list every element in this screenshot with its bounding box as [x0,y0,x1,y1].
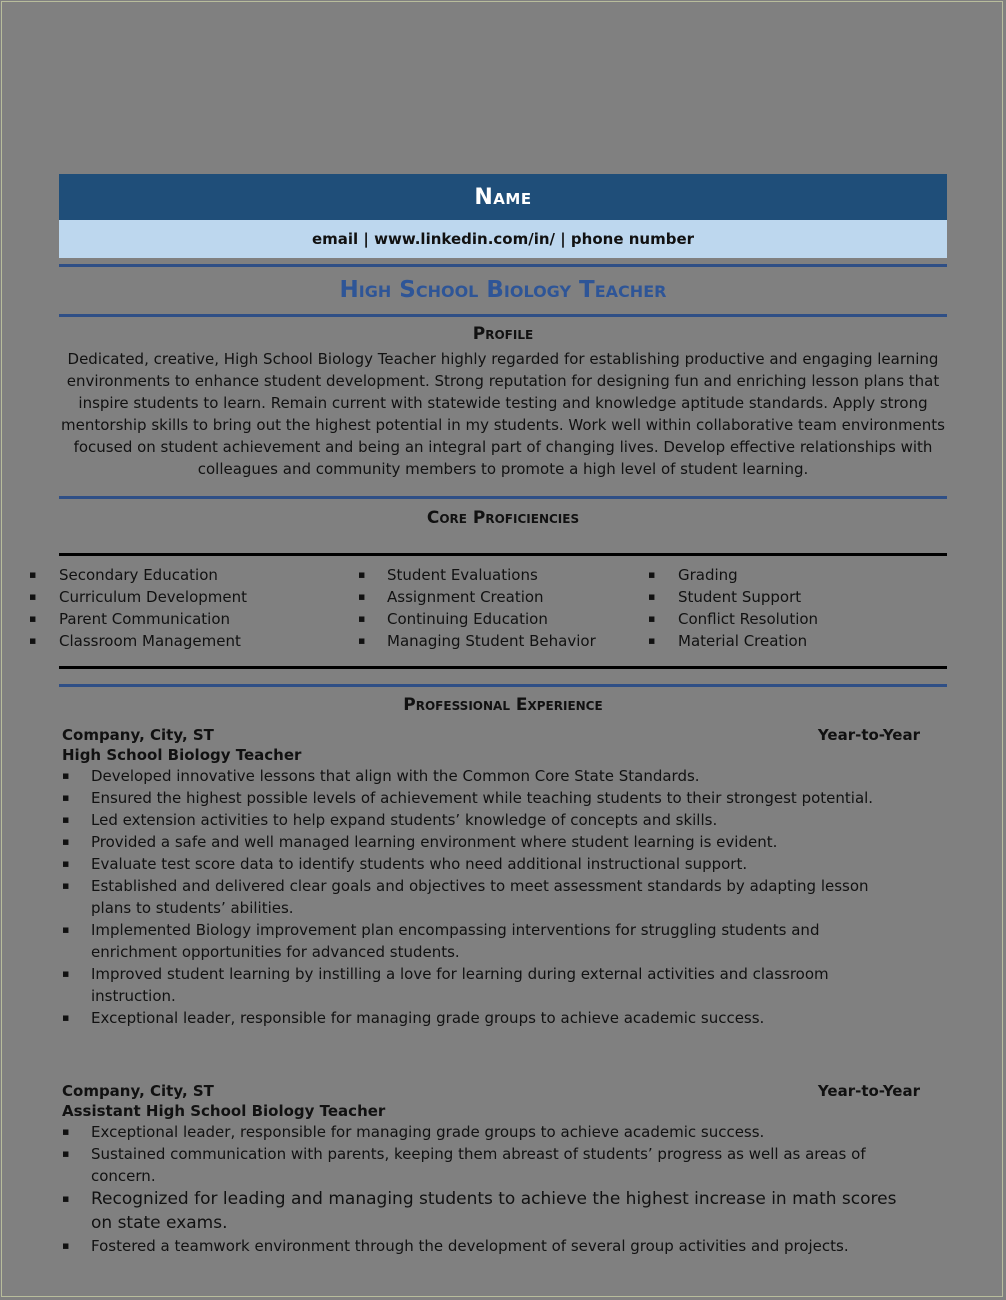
list-item: ▪ Provided a safe and well managed learning environment where student learning is evident. [91,831,907,853]
job-entry [59,725,947,1029]
name-banner [59,174,947,220]
list-item: ▪ Material Creation [678,630,947,652]
list-item: ▪ Secondary Education [59,564,387,586]
job-header [62,1081,947,1101]
list-item: ▪ Exceptional leader, responsible for managing grade groups to achieve academic success. [91,1121,907,1143]
job-bullets [62,1121,947,1257]
list-item: ▪ Improved student learning by instilling a love for learning during external activities and classroom instruction. [91,963,907,1007]
list-item: ▪ Ensured the highest possible levels of achievement while teaching students to their strongest potential. [91,787,907,809]
company: Company, City, ST [62,726,214,744]
profile-text: Dedicated, creative, High School Biology Teacher highly regarded for establishing productive and engaging learning environments to enhance student development. Strong reputation for designing fun and enriching lesson plans that inspire students to learn. Remain current with statewide testing and knowledge aptitude standards. Apply strong mentorship skills to bring out the highest potential in my students. Work well within collaborative team environments focused on student achievement and being an integral part of changing lives. Develop effective relationships with colleagues and community members to promote a high level of student learning. [61,350,945,478]
list-item: ▪ Established and delivered clear goals and objectives to meet assessment standards by adapting lesson plans to students’ abilities. [91,875,907,919]
list-item: ▪ Assignment Creation [387,586,678,608]
job-header [62,725,947,745]
list-item: ▪ Evaluate test score data to identify students who need additional instructional support. [91,853,907,875]
proficiencies-column [387,564,678,666]
dates: Year-to-Year [817,726,920,744]
list-item: ▪ Student Evaluations [387,564,678,586]
proficiencies-heading: Core Proficiencies [426,508,580,528]
list-item: ▪ Developed innovative lessons that align with the Common Core State Standards. [91,765,907,787]
list-item: ▪ Sustained communication with parents, keeping them abreast of students’ progress as well as areas of concern. [91,1143,907,1187]
profile-heading: Profile [472,324,534,344]
list-item: ▪ Parent Communication [59,608,387,630]
candidate-name: Name [474,184,532,210]
contact-banner [59,220,947,258]
list-item: ▪ Led extension activities to help expand students’ knowledge of concepts and skills. [91,809,907,831]
list-item: ▪ Student Support [678,586,947,608]
list-item: ▪ Grading [678,564,947,586]
job-title: High School Biology Teacher [339,277,667,303]
company: Company, City, ST [62,1082,214,1100]
list-item: ▪ Fostered a teamwork environment through the development of several group activities and projects. [91,1235,907,1257]
list-item: ▪ Implemented Biology improvement plan encompassing interventions for struggling students and enrichment opportunities for advanced students. [91,919,907,963]
job-entry [59,1081,947,1257]
job-role: High School Biology Teacher [62,746,302,764]
list-item: ▪ Managing Student Behavior [387,630,678,652]
proficiencies-column [59,564,387,666]
resume-page [59,174,947,1257]
list-item: ▪ Continuing Education [387,608,678,630]
job-bullets [62,765,947,1029]
list-item: ▪ Recognized for leading and managing students to achieve the highest increase in math scores on state exams. [91,1187,907,1235]
job-role: Assistant High School Biology Teacher [62,1102,386,1120]
proficiencies-column [678,564,947,666]
list-item: ▪ Classroom Management [59,630,387,652]
dates: Year-to-Year [817,1082,920,1100]
list-item: ▪ Conflict Resolution [678,608,947,630]
list-item: ▪ Curriculum Development [59,586,387,608]
experience-heading: Professional Experience [403,695,603,715]
proficiencies-list [59,556,947,666]
contact-line: email | www.linkedin.com/in/ | phone number [311,230,695,248]
list-item: ▪ Exceptional leader, responsible for managing grade groups to achieve academic success. [91,1007,907,1029]
